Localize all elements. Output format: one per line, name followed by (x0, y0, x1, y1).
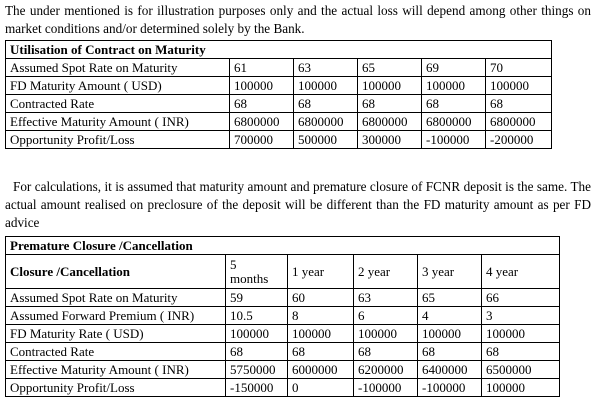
closure-header-label: Closure /Cancellation (6, 255, 226, 289)
row-value: 65 (418, 289, 482, 307)
row-value: 68 (354, 343, 418, 361)
row-value: 69 (422, 59, 486, 77)
row-value: 60 (288, 289, 354, 307)
maturity-table (5, 40, 552, 149)
row-value: 65 (358, 59, 422, 77)
row-value: 68 (230, 95, 294, 113)
row-value: 6800000 (486, 113, 552, 131)
maturity-table-row (6, 131, 552, 149)
row-value: 70 (486, 59, 552, 77)
row-value: -100000 (422, 131, 486, 149)
premature-table-title: Premature Closure /Cancellation (6, 237, 560, 255)
period-header: 4 year (482, 255, 560, 289)
row-value: 6800000 (358, 113, 422, 131)
premature-table-row (6, 325, 560, 343)
maturity-table-row (6, 95, 552, 113)
maturity-table-row (6, 77, 552, 95)
premature-closure-table (5, 236, 560, 397)
row-label: Assumed Spot Rate on Maturity (6, 59, 230, 77)
premature-table-row (6, 343, 560, 361)
period-header (226, 255, 288, 289)
row-value: 4 (418, 307, 482, 325)
premature-table-row (6, 289, 560, 307)
row-value: 68 (358, 95, 422, 113)
row-label: FD Maturity Rate ( USD) (6, 325, 226, 343)
row-value: 68 (418, 343, 482, 361)
row-value: 0 (288, 379, 354, 397)
row-value: 100000 (422, 77, 486, 95)
row-value: 59 (226, 289, 288, 307)
row-value: -200000 (486, 131, 552, 149)
row-value: 100000 (482, 379, 560, 397)
row-value: 100000 (294, 77, 358, 95)
row-value: 300000 (358, 131, 422, 149)
period-header-part: 5 (230, 257, 237, 272)
premature-table-title-row (6, 237, 560, 255)
premature-table-row (6, 361, 560, 379)
row-label: Assumed Spot Rate on Maturity (6, 289, 226, 307)
row-value: 6400000 (418, 361, 482, 379)
maturity-table-title: Utilisation of Contract on Maturity (6, 41, 552, 59)
period-header-part: months (230, 271, 269, 286)
row-value: -150000 (226, 379, 288, 397)
row-value: 500000 (294, 131, 358, 149)
maturity-table-row (6, 59, 552, 77)
row-value: 68 (486, 95, 552, 113)
row-value: 5750000 (226, 361, 288, 379)
row-value: 100000 (226, 325, 288, 343)
row-value: 100000 (358, 77, 422, 95)
row-label: Contracted Rate (6, 95, 230, 113)
row-value: 68 (422, 95, 486, 113)
row-value: 63 (294, 59, 358, 77)
row-value: 68 (482, 343, 560, 361)
row-value: 6500000 (482, 361, 560, 379)
row-value: 66 (482, 289, 560, 307)
row-value: 68 (288, 343, 354, 361)
row-value: 6000000 (288, 361, 354, 379)
row-value: 6200000 (354, 361, 418, 379)
row-value: 61 (230, 59, 294, 77)
intro-paragraph: The under mentioned is for illustration purposes only and the actual loss will depend among other things on market conditions and/or determined solely by the Bank. (5, 3, 591, 36)
row-value: 700000 (230, 131, 294, 149)
premature-table-row (6, 379, 560, 397)
row-value: 6800000 (294, 113, 358, 131)
premature-table-header-row (6, 255, 560, 289)
row-value: 6800000 (422, 113, 486, 131)
row-value: 100000 (230, 77, 294, 95)
row-value: 6 (354, 307, 418, 325)
period-header: 1 year (288, 255, 354, 289)
row-value: -100000 (418, 379, 482, 397)
row-label: Opportunity Profit/Loss (6, 379, 226, 397)
row-value: 3 (482, 307, 560, 325)
row-label: Opportunity Profit/Loss (6, 131, 230, 149)
maturity-table-row (6, 113, 552, 131)
row-label: FD Maturity Amount ( USD) (6, 77, 230, 95)
row-value: 100000 (288, 325, 354, 343)
row-value: 10.5 (226, 307, 288, 325)
row-value: 100000 (486, 77, 552, 95)
row-label: Contracted Rate (6, 343, 226, 361)
row-label: Effective Maturity Amount ( INR) (6, 361, 226, 379)
row-value: 100000 (354, 325, 418, 343)
row-value: 100000 (482, 325, 560, 343)
row-label: Assumed Forward Premium ( INR) (6, 307, 226, 325)
premature-table-row (6, 307, 560, 325)
row-value: 6800000 (230, 113, 294, 131)
period-header: 2 year (354, 255, 418, 289)
period-header: 3 year (418, 255, 482, 289)
row-label: Effective Maturity Amount ( INR) (6, 113, 230, 131)
row-value: 68 (226, 343, 288, 361)
row-value: 8 (288, 307, 354, 325)
row-value: 63 (354, 289, 418, 307)
row-value: -100000 (354, 379, 418, 397)
maturity-table-title-row (6, 41, 552, 59)
calculation-paragraph: For calculations, it is assumed that maturity amount and premature closure of FCNR deposit is the same. The actual amount realised on preclosure of the deposit will be different than the FD maturity amount as per FD advice (5, 179, 591, 230)
row-value: 100000 (418, 325, 482, 343)
row-value: 68 (294, 95, 358, 113)
